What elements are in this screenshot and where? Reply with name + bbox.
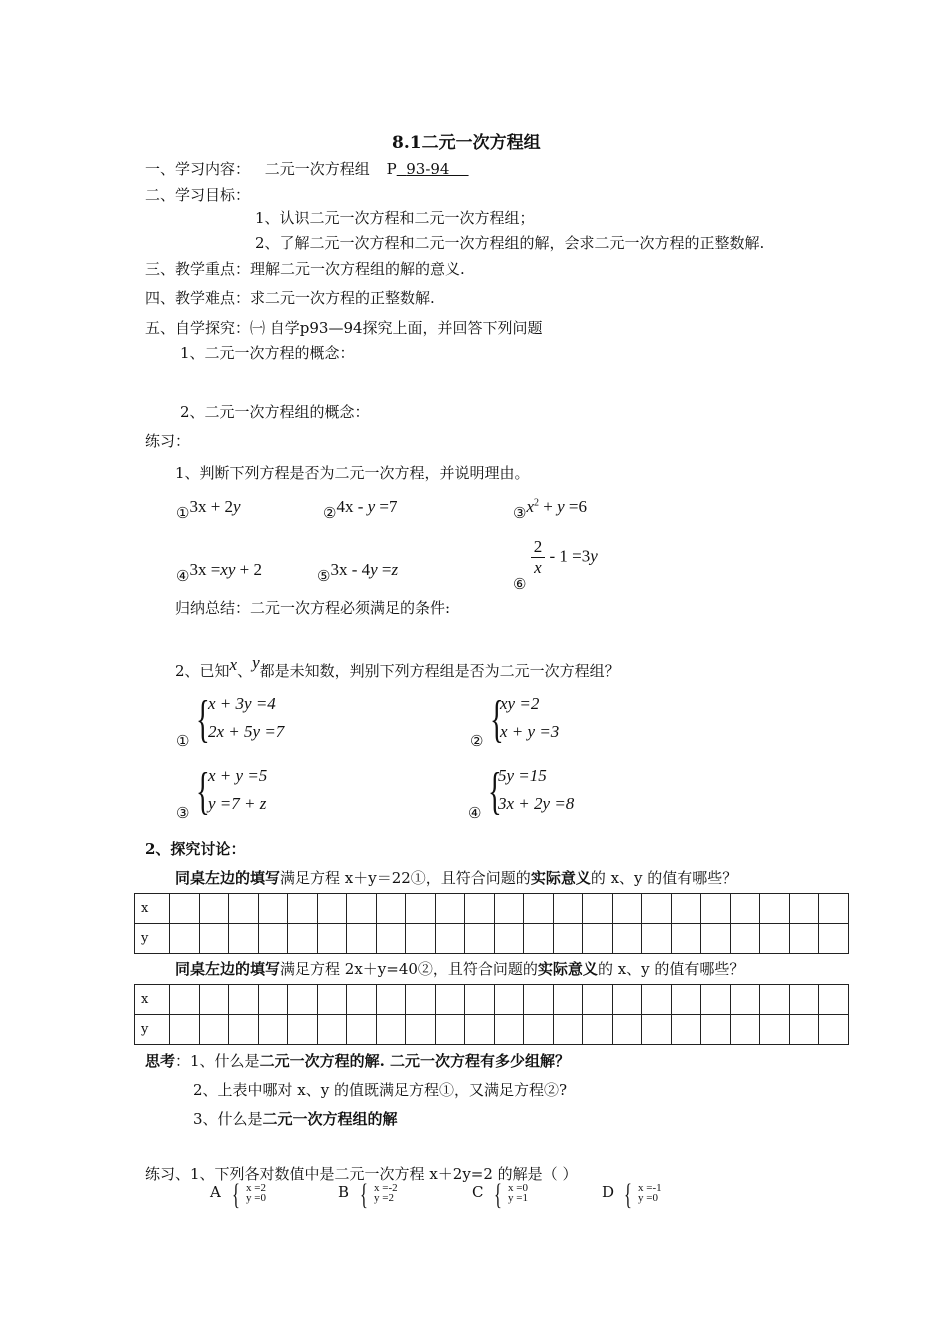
answer-cell[interactable] <box>612 985 642 1015</box>
answer-cell[interactable] <box>406 985 436 1015</box>
answer-cell[interactable] <box>317 894 347 924</box>
row-header: y <box>135 924 170 954</box>
answer-cell[interactable] <box>760 924 790 954</box>
answer-cell[interactable] <box>701 1015 731 1045</box>
answer-cell[interactable] <box>760 894 790 924</box>
answer-cell[interactable] <box>317 1015 347 1045</box>
answer-cell[interactable] <box>583 894 613 924</box>
answer-cell[interactable] <box>671 1015 701 1045</box>
row-header: y <box>135 1015 170 1045</box>
answer-cell[interactable] <box>465 1015 495 1045</box>
answer-cell[interactable] <box>170 924 200 954</box>
exercise: 练习、1、下列各对数值中是二元一次方程 x＋2y=2 的解是（ ） <box>145 1165 578 1183</box>
answer-cell[interactable] <box>229 1015 259 1045</box>
section-2-label: 二、学习目标： <box>145 186 251 204</box>
equation-2: ②4x - y =7 <box>323 497 398 522</box>
goal-1: 1、认识二元一次方程和二元一次方程组； <box>255 209 535 227</box>
equation-6: ⑥ $\frac{2}{x}$ - 1 =3y <box>513 537 598 594</box>
row-header: x <box>135 894 170 924</box>
answer-cell[interactable] <box>465 894 495 924</box>
table-row <box>135 894 849 924</box>
answer-cell[interactable] <box>819 1015 849 1045</box>
answer-cell[interactable] <box>671 924 701 954</box>
page-title: 8.1二元一次方程组 <box>392 133 541 153</box>
answer-cell[interactable] <box>288 894 318 924</box>
answer-cell[interactable] <box>435 894 465 924</box>
answer-cell[interactable] <box>406 1015 436 1045</box>
answer-cell[interactable] <box>376 894 406 924</box>
answer-cell[interactable] <box>288 1015 318 1045</box>
answer-cell[interactable] <box>553 985 583 1015</box>
answer-cell[interactable] <box>376 924 406 954</box>
option-d[interactable]: D { x =-1 y =0 <box>602 1178 662 1211</box>
answer-cell[interactable] <box>317 985 347 1015</box>
section-4: 四、教学难点：求二元一次方程的正整数解. <box>145 289 435 307</box>
section-5: 五、自学探究：㈠ 自学p93—94探究上面，并回答下列问题 <box>145 319 543 337</box>
answer-cell[interactable] <box>317 924 347 954</box>
answer-cell[interactable] <box>642 985 672 1015</box>
answer-cell[interactable] <box>789 1015 819 1045</box>
answer-cell[interactable] <box>258 924 288 954</box>
answer-cell[interactable] <box>170 1015 200 1045</box>
brace: { <box>196 691 210 748</box>
answer-cell[interactable] <box>258 894 288 924</box>
answer-cell[interactable] <box>789 985 819 1015</box>
answer-cell[interactable] <box>730 894 760 924</box>
answer-cell[interactable] <box>524 1015 554 1045</box>
table-1 <box>134 893 849 954</box>
answer-cell[interactable] <box>612 924 642 954</box>
answer-cell[interactable] <box>730 924 760 954</box>
question-2: 2、已知x、y都是未知数，判别下列方程组是否为二元一次方程组？ <box>175 653 620 680</box>
answer-cell[interactable] <box>642 924 672 954</box>
answer-cell[interactable] <box>819 924 849 954</box>
option-a[interactable]: A { x =2 y =0 <box>210 1178 266 1211</box>
answer-cell[interactable] <box>789 894 819 924</box>
answer-cell[interactable] <box>583 1015 613 1045</box>
answer-cell[interactable] <box>258 985 288 1015</box>
option-c[interactable]: C { x =0 y =1 <box>472 1178 528 1211</box>
answer-cell[interactable] <box>465 985 495 1015</box>
question-1: 1、判断下列方程是否为二元一次方程，并说明理由。 <box>175 464 530 482</box>
answer-cell[interactable] <box>347 924 377 954</box>
answer-cell[interactable] <box>435 985 465 1015</box>
discuss-title: 2、探究讨论： <box>145 840 246 858</box>
page-prefix: P <box>386 160 397 178</box>
answer-cell[interactable] <box>730 1015 760 1045</box>
answer-cell[interactable] <box>406 924 436 954</box>
answer-cell[interactable] <box>553 924 583 954</box>
table-row <box>135 924 849 954</box>
answer-cell[interactable] <box>494 985 524 1015</box>
answer-cell[interactable] <box>199 924 229 954</box>
equation-3: $③x^2 + y =6$ <box>513 497 587 522</box>
think-2: 2、上表中哪对 x、y 的值既满足方程①，又满足方程②? <box>193 1081 568 1099</box>
answer-cell[interactable] <box>494 894 524 924</box>
answer-cell[interactable] <box>347 985 377 1015</box>
answer-cell[interactable] <box>199 1015 229 1045</box>
answer-cell[interactable] <box>494 1015 524 1045</box>
answer-cell[interactable] <box>524 985 554 1015</box>
table-2-question: 同桌左边的填写满足方程 2x＋y=40②，且符合问题的实际意义的 x、y 的值有哪些？ <box>175 960 745 978</box>
equation-1: ①3x + 2y <box>176 497 241 522</box>
answer-cell[interactable] <box>701 894 731 924</box>
answer-cell[interactable] <box>376 985 406 1015</box>
answer-cell[interactable] <box>553 1015 583 1045</box>
answer-cell[interactable] <box>583 985 613 1015</box>
answer-cell[interactable] <box>642 894 672 924</box>
answer-cell[interactable] <box>229 985 259 1015</box>
equation-4: ④3x =xy + 2 <box>176 560 262 585</box>
answer-cell[interactable] <box>819 985 849 1015</box>
answer-cell[interactable] <box>524 894 554 924</box>
practice-label: 练习： <box>145 432 191 450</box>
page-range: 93-94 <box>406 160 450 178</box>
answer-cell[interactable] <box>494 924 524 954</box>
answer-cell[interactable] <box>760 1015 790 1045</box>
brace: { <box>488 763 502 820</box>
answer-cell[interactable] <box>465 924 495 954</box>
answer-cell[interactable] <box>229 924 259 954</box>
section-1-label: 一、学习内容： <box>145 160 251 178</box>
answer-cell[interactable] <box>819 894 849 924</box>
answer-cell[interactable] <box>347 894 377 924</box>
brace: { <box>490 691 504 748</box>
answer-cell[interactable] <box>671 985 701 1015</box>
answer-cell[interactable] <box>199 985 229 1015</box>
goal-2: 2、了解二元一次方程和二元一次方程组的解，会求二元一次方程的正整数解. <box>255 234 765 252</box>
answer-cell[interactable] <box>524 924 554 954</box>
think-1: 思考：1、什么是二元一次方程的解. 二元一次方程有多少组解？ <box>145 1052 571 1070</box>
answer-cell[interactable] <box>583 924 613 954</box>
concept-2: 2、二元一次方程组的概念： <box>180 403 370 421</box>
answer-cell[interactable] <box>347 1015 377 1045</box>
answer-cell[interactable] <box>730 985 760 1015</box>
think-3: 3、什么是二元一次方程组的解 <box>193 1110 398 1128</box>
answer-cell[interactable] <box>701 924 731 954</box>
row-header: x <box>135 985 170 1015</box>
section-1-content: 二元一次方程组 <box>264 160 370 178</box>
table-2 <box>134 984 849 1045</box>
answer-cell[interactable] <box>170 985 200 1015</box>
answer-cell[interactable] <box>701 985 731 1015</box>
table-1-question: 同桌左边的填写满足方程 x＋y＝22①，且符合问题的实际意义的 x、y 的值有哪些？ <box>175 869 738 887</box>
summary: 归纳总结：二元一次方程必须满足的条件: <box>175 599 451 617</box>
answer-cell[interactable] <box>760 985 790 1015</box>
option-b[interactable]: B { x =-2 y =2 <box>338 1178 398 1211</box>
answer-cell[interactable] <box>258 1015 288 1045</box>
answer-cell[interactable] <box>406 894 436 924</box>
answer-cell[interactable] <box>435 924 465 954</box>
table-row <box>135 985 849 1015</box>
answer-cell[interactable] <box>229 894 259 924</box>
table-row <box>135 1015 849 1045</box>
answer-cell[interactable] <box>435 1015 465 1045</box>
answer-cell[interactable] <box>612 1015 642 1045</box>
equation-5: ⑤3x - 4y =z <box>317 560 399 585</box>
answer-cell[interactable] <box>376 1015 406 1045</box>
answer-cell[interactable] <box>671 894 701 924</box>
fraction: $\frac{2}{x}$ <box>531 537 546 578</box>
brace: { <box>196 763 210 820</box>
answer-cell[interactable] <box>612 894 642 924</box>
answer-cell[interactable] <box>642 1015 672 1045</box>
answer-cell[interactable] <box>553 894 583 924</box>
answer-cell[interactable] <box>789 924 819 954</box>
answer-cell[interactable] <box>170 894 200 924</box>
section-1 <box>145 158 469 179</box>
answer-cell[interactable] <box>288 924 318 954</box>
answer-cell[interactable] <box>288 985 318 1015</box>
concept-1: 1、二元一次方程的概念： <box>180 344 355 362</box>
section-3: 三、教学重点：理解二元一次方程组的解的意义. <box>145 260 465 278</box>
answer-cell[interactable] <box>199 894 229 924</box>
